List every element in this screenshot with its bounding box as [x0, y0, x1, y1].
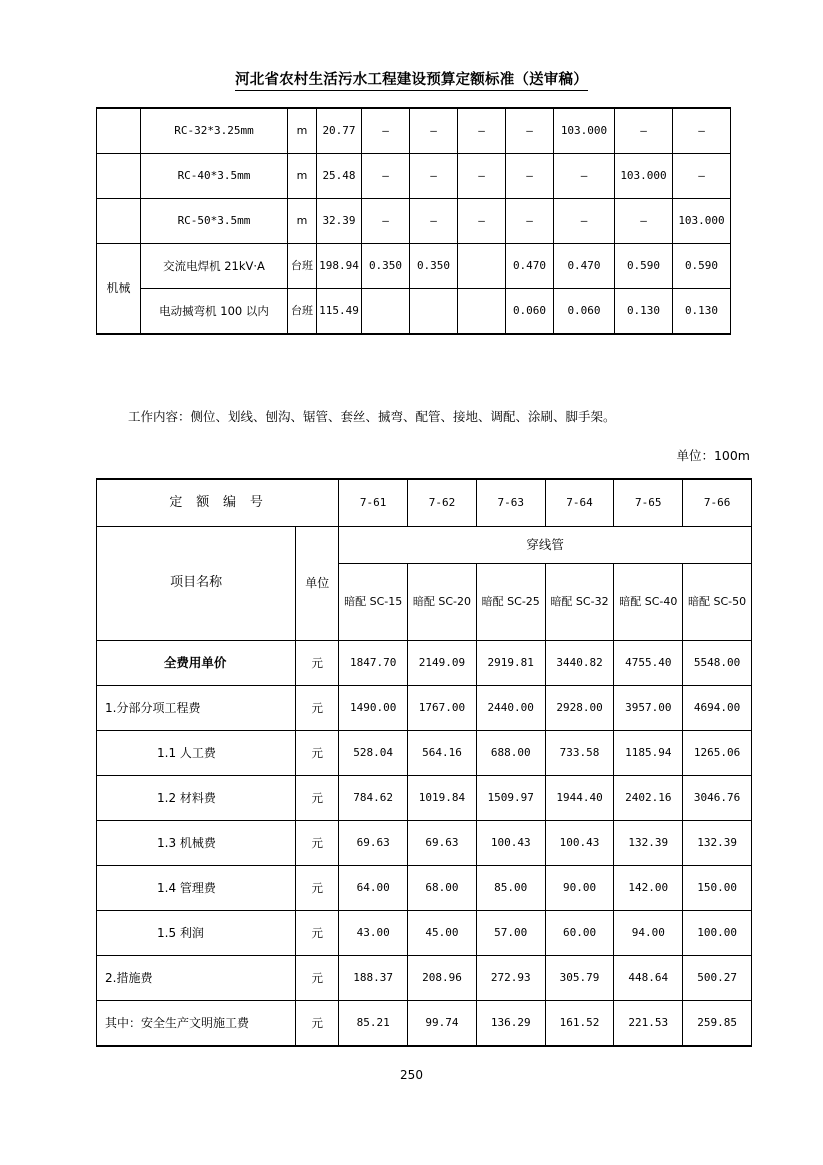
value-cell: 142.00 [614, 866, 683, 911]
value-cell: — [410, 199, 458, 244]
value-cell: 221.53 [614, 1001, 683, 1047]
unit-header: 单位 [296, 527, 339, 641]
value-cell: — [615, 199, 673, 244]
item-name-header: 项目名称 [97, 527, 296, 641]
value-cell: 1767.00 [408, 686, 477, 731]
value-cell: 733.58 [545, 731, 614, 776]
row-label-cell: 1.1 人工费 [97, 731, 296, 776]
unit-cell: 元 [296, 731, 339, 776]
unit-cell: m [288, 154, 317, 199]
quota-code-cell: 7-64 [545, 479, 614, 527]
value-cell: 305.79 [545, 956, 614, 1001]
unit-cell: 元 [296, 686, 339, 731]
unit-cell: 元 [296, 956, 339, 1001]
item-name-cell: RC-50*3.5mm [141, 199, 288, 244]
unit-cell: m [288, 199, 317, 244]
unit-cell: 元 [296, 641, 339, 686]
value-cell: 0.470 [554, 244, 615, 289]
unit-cell: 元 [296, 776, 339, 821]
value-cell: — [458, 108, 506, 154]
value-cell: 45.00 [408, 911, 477, 956]
value-cell: 500.27 [683, 956, 752, 1001]
table-row [97, 686, 752, 731]
value-cell: 85.21 [339, 1001, 408, 1047]
value-cell [458, 244, 506, 289]
table-row [97, 1001, 752, 1047]
value-cell: 3046.76 [683, 776, 752, 821]
value-cell: — [554, 199, 615, 244]
value-cell: 688.00 [476, 731, 545, 776]
value-cell: 0.590 [615, 244, 673, 289]
value-cell: — [615, 108, 673, 154]
value-cell: — [362, 108, 410, 154]
value-cell: 57.00 [476, 911, 545, 956]
value-cell: 0.350 [410, 244, 458, 289]
unit-cell: 元 [296, 911, 339, 956]
row-label-cell: 1.3 机械费 [97, 821, 296, 866]
price-cell: 32.39 [317, 199, 362, 244]
value-cell: 68.00 [408, 866, 477, 911]
row-label-cell: 1.分部分项工程费 [97, 686, 296, 731]
value-cell: 1944.40 [545, 776, 614, 821]
value-cell: 100.43 [545, 821, 614, 866]
value-cell: — [362, 154, 410, 199]
value-cell: 2402.16 [614, 776, 683, 821]
table-row [97, 956, 752, 1001]
value-cell: 64.00 [339, 866, 408, 911]
row-label-cell: 其中：安全生产文明施工费 [97, 1001, 296, 1047]
quota-table [96, 478, 752, 1047]
quota-code-cell: 7-63 [476, 479, 545, 527]
value-cell: 103.000 [673, 199, 731, 244]
row-label-cell: 全费用单价 [97, 641, 296, 686]
value-cell: 1490.00 [339, 686, 408, 731]
quota-code-label: 定 额 编 号 [97, 479, 339, 527]
value-cell: — [410, 108, 458, 154]
unit-cell: 元 [296, 821, 339, 866]
table-row [97, 776, 752, 821]
value-cell: 132.39 [614, 821, 683, 866]
spec-header-cell: 暗配 SC-15 [339, 564, 408, 641]
value-cell: 4755.40 [614, 641, 683, 686]
table-row [97, 108, 731, 154]
value-cell: 3440.82 [545, 641, 614, 686]
value-cell: — [506, 154, 554, 199]
value-cell: 1019.84 [408, 776, 477, 821]
table-row [97, 911, 752, 956]
value-cell: 136.29 [476, 1001, 545, 1047]
row-label-cell: 1.4 管理费 [97, 866, 296, 911]
value-cell: 0.130 [615, 289, 673, 335]
row-label-cell: 1.2 材料费 [97, 776, 296, 821]
spec-header-cell: 暗配 SC-40 [614, 564, 683, 641]
item-name-cell: RC-32*3.25mm [141, 108, 288, 154]
value-cell: 4694.00 [683, 686, 752, 731]
table-row [97, 641, 752, 686]
quota-code-cell: 7-61 [339, 479, 408, 527]
price-cell: 198.94 [317, 244, 362, 289]
unit-cell: 台班 [288, 289, 317, 335]
page-number: 250 [400, 1068, 423, 1082]
value-cell: 0.590 [673, 244, 731, 289]
value-cell: 43.00 [339, 911, 408, 956]
spec-header-cell: 暗配 SC-25 [476, 564, 545, 641]
value-cell [410, 289, 458, 335]
value-cell: 1509.97 [476, 776, 545, 821]
value-cell: 100.00 [683, 911, 752, 956]
value-cell: 2440.00 [476, 686, 545, 731]
item-name-cell: 交流电焊机 21kV·A [141, 244, 288, 289]
value-cell: — [458, 199, 506, 244]
value-cell: 1265.06 [683, 731, 752, 776]
value-cell: 60.00 [545, 911, 614, 956]
value-cell: 272.93 [476, 956, 545, 1001]
value-cell: 69.63 [339, 821, 408, 866]
value-cell: — [458, 154, 506, 199]
table-row [97, 244, 731, 289]
work-content-line: 工作内容：侧位、划线、刨沟、锯管、套丝、搣弯、配管、接地、调配、涂刷、脚手架。 [128, 409, 616, 424]
value-cell: 2919.81 [476, 641, 545, 686]
value-cell: 94.00 [614, 911, 683, 956]
value-cell: 5548.00 [683, 641, 752, 686]
document-title-text: 河北省农村生活污水工程建设预算定额标准（送审稿） [235, 72, 588, 91]
value-cell: 103.000 [554, 108, 615, 154]
unit-cell: m [288, 108, 317, 154]
value-cell: 0.350 [362, 244, 410, 289]
item-name-cell: RC-40*3.5mm [141, 154, 288, 199]
value-cell: 259.85 [683, 1001, 752, 1047]
table-row [97, 821, 752, 866]
table-header-row [97, 479, 752, 527]
item-name-cell: 电动搣弯机 100 以内 [141, 289, 288, 335]
table-row [97, 289, 731, 335]
value-cell: 0.130 [673, 289, 731, 335]
value-cell: 3957.00 [614, 686, 683, 731]
value-cell: 2928.00 [545, 686, 614, 731]
price-cell: 20.77 [317, 108, 362, 154]
unit-note: 单位：100m [676, 448, 750, 463]
value-cell: — [362, 199, 410, 244]
value-cell: 100.43 [476, 821, 545, 866]
price-cell: 115.49 [317, 289, 362, 335]
value-cell: 564.16 [408, 731, 477, 776]
spec-header-cell: 暗配 SC-32 [545, 564, 614, 641]
value-cell: — [410, 154, 458, 199]
value-cell: 2149.09 [408, 641, 477, 686]
value-cell [458, 289, 506, 335]
unit-cell: 元 [296, 1001, 339, 1047]
value-cell: 85.00 [476, 866, 545, 911]
category-cell [97, 154, 141, 199]
value-cell: 99.74 [408, 1001, 477, 1047]
value-cell: 0.060 [554, 289, 615, 335]
value-cell: 448.64 [614, 956, 683, 1001]
value-cell: 103.000 [615, 154, 673, 199]
value-cell: 1847.70 [339, 641, 408, 686]
table-row [97, 731, 752, 776]
value-cell: 208.96 [408, 956, 477, 1001]
document-title [0, 68, 823, 89]
quota-code-cell: 7-66 [683, 479, 752, 527]
row-label-cell: 2.措施费 [97, 956, 296, 1001]
quota-code-cell: 7-62 [408, 479, 477, 527]
table-row [97, 866, 752, 911]
value-cell: 528.04 [339, 731, 408, 776]
spec-header-cell: 暗配 SC-50 [683, 564, 752, 641]
value-cell: — [554, 154, 615, 199]
value-cell: 69.63 [408, 821, 477, 866]
table-row [97, 199, 731, 244]
row-label-cell: 1.5 利润 [97, 911, 296, 956]
value-cell: 161.52 [545, 1001, 614, 1047]
value-cell [362, 289, 410, 335]
table-row [97, 154, 731, 199]
value-cell: — [673, 154, 731, 199]
price-cell: 25.48 [317, 154, 362, 199]
value-cell: — [506, 108, 554, 154]
value-cell: 784.62 [339, 776, 408, 821]
value-cell: 0.470 [506, 244, 554, 289]
category-cell [97, 108, 141, 154]
category-cell: 机械 [97, 244, 141, 335]
value-cell: 132.39 [683, 821, 752, 866]
group-header: 穿线管 [339, 527, 752, 564]
unit-cell: 元 [296, 866, 339, 911]
unit-cell: 台班 [288, 244, 317, 289]
category-cell [97, 199, 141, 244]
quota-code-cell: 7-65 [614, 479, 683, 527]
table-header-row [97, 527, 752, 564]
value-cell: — [506, 199, 554, 244]
materials-machinery-table [96, 107, 731, 335]
value-cell: 150.00 [683, 866, 752, 911]
value-cell: 188.37 [339, 956, 408, 1001]
spec-header-cell: 暗配 SC-20 [408, 564, 477, 641]
value-cell: 0.060 [506, 289, 554, 335]
value-cell: 1185.94 [614, 731, 683, 776]
value-cell: — [673, 108, 731, 154]
value-cell: 90.00 [545, 866, 614, 911]
